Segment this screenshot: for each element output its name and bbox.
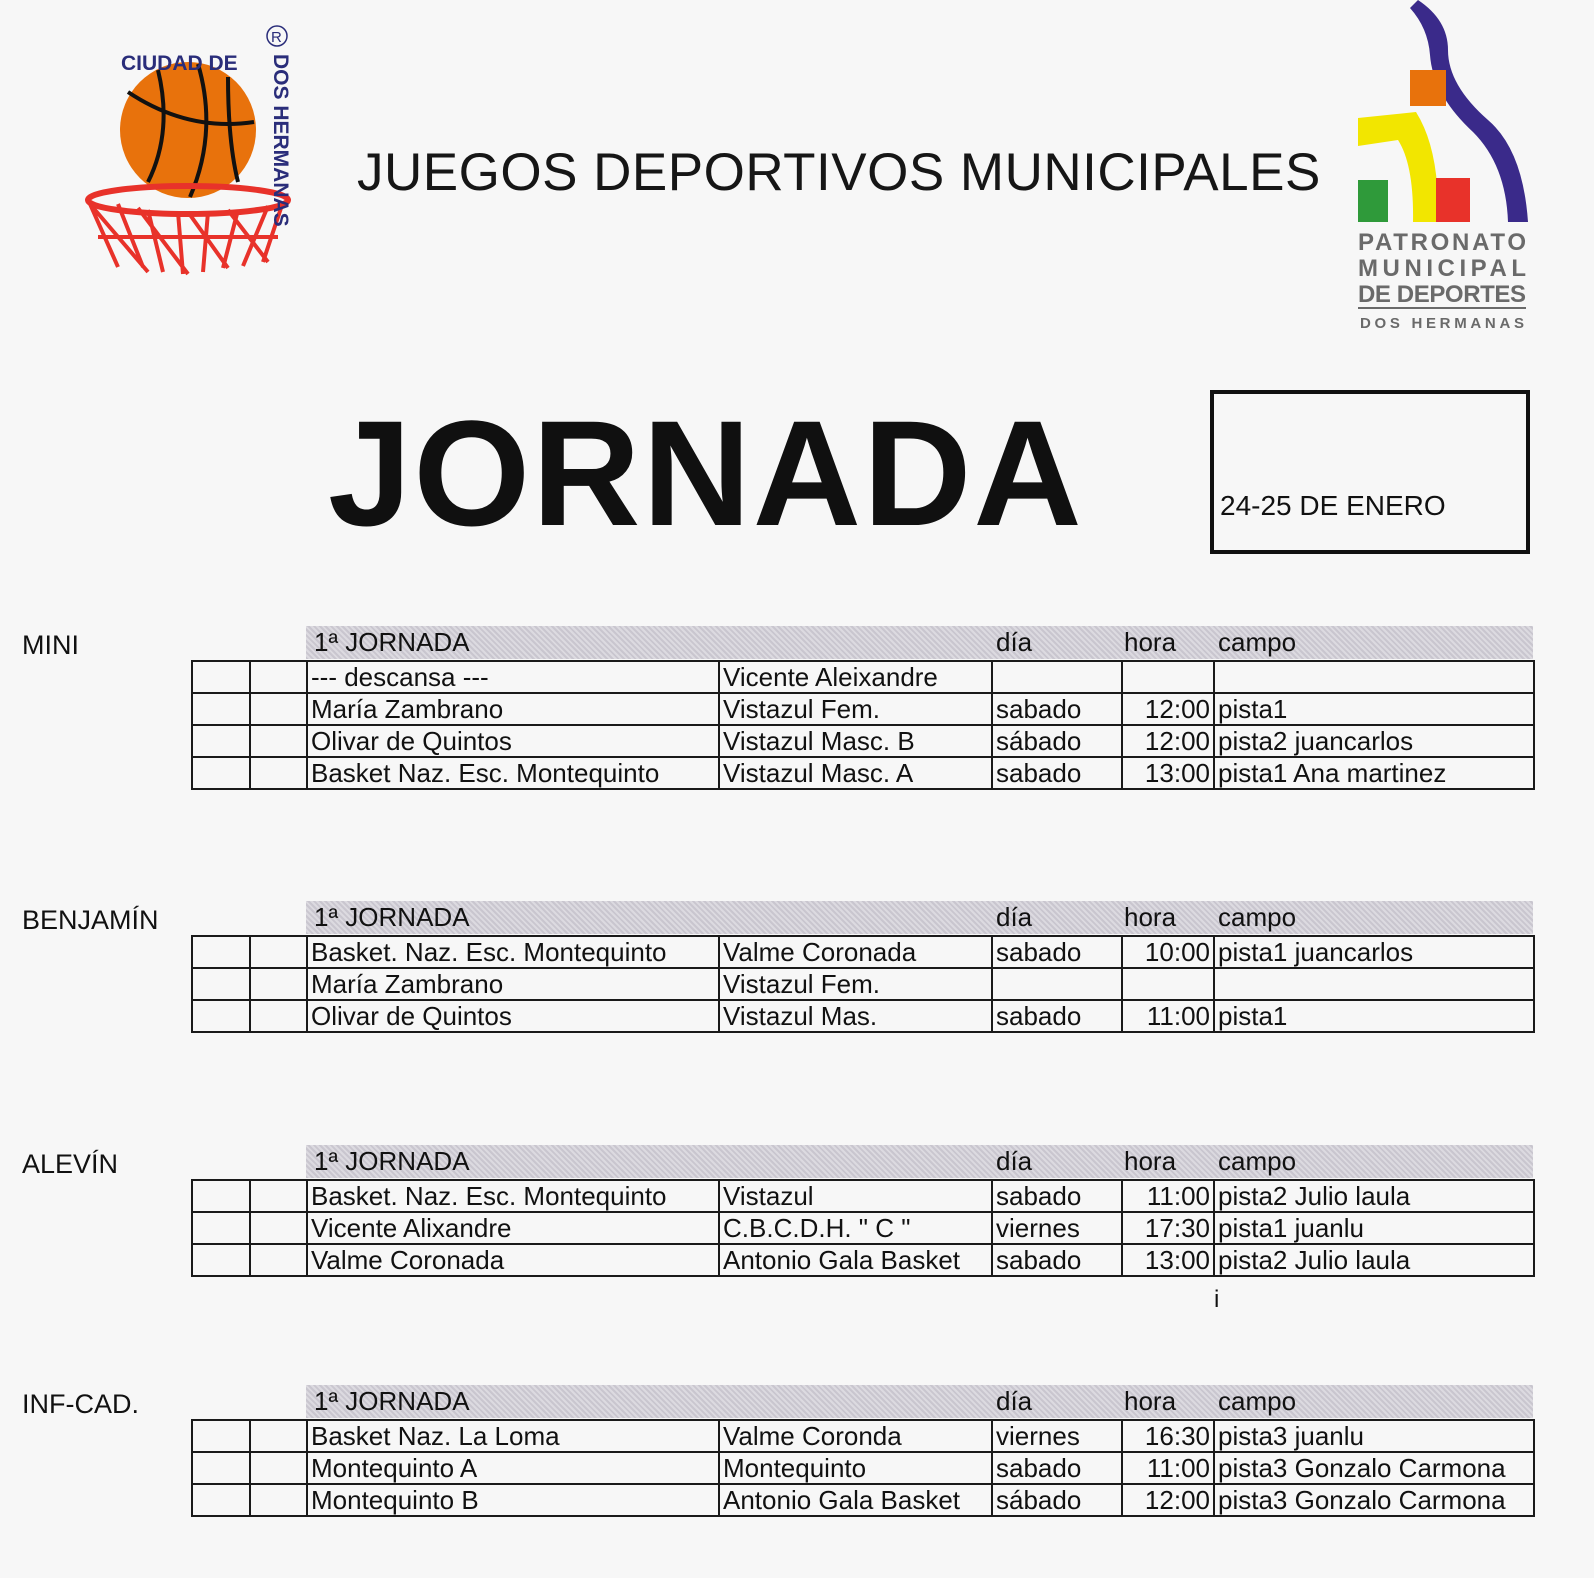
score-cell (192, 1244, 250, 1276)
match-time: 12:00 (1122, 725, 1214, 757)
patronato-logo (1358, 0, 1558, 340)
away-team: Vistazul Fem. (719, 693, 992, 725)
col-campo: campo (1218, 902, 1297, 932)
score-cell (192, 968, 250, 1000)
match-time: 13:00 (1122, 757, 1214, 789)
col-campo: campo (1218, 627, 1297, 657)
fixture-table-mini (191, 660, 1535, 790)
logo-right-line1: PATRONATO (1358, 229, 1526, 256)
fixture-table-benjamin (191, 935, 1535, 1033)
match-time (1122, 661, 1214, 693)
page-title: JUEGOS DEPORTIVOS MUNICIPALES (357, 143, 1321, 202)
home-team: Basket. Naz. Esc. Montequinto (307, 936, 719, 968)
score-cell (250, 757, 307, 789)
away-team: Vistazul Masc. A (719, 757, 992, 789)
col-dia: día (996, 1386, 1033, 1416)
match-venue: pista2 juancarlos (1214, 725, 1534, 757)
category-label: INF-CAD. (22, 1389, 139, 1419)
away-team: C.B.C.D.H. " C " (719, 1212, 992, 1244)
score-cell (192, 1212, 250, 1244)
away-team: Vistazul Fem. (719, 968, 992, 1000)
table-row (192, 1212, 1534, 1244)
match-day (992, 661, 1122, 693)
away-team: Vistazul Mas. (719, 1000, 992, 1032)
match-day: sabado (992, 1244, 1122, 1276)
home-team: María Zambrano (307, 693, 719, 725)
col-campo: campo (1218, 1386, 1297, 1416)
match-venue: pista1 (1214, 693, 1534, 725)
match-day: sabado (992, 1180, 1122, 1212)
table-row (192, 693, 1534, 725)
match-venue: pista2 Julio laula (1214, 1180, 1534, 1212)
away-team: Antonio Gala Basket (719, 1244, 992, 1276)
score-cell (250, 661, 307, 693)
table-row (192, 936, 1534, 968)
section-header (306, 1145, 1533, 1178)
score-cell (250, 936, 307, 968)
category-label: MINI (22, 630, 79, 660)
match-venue (1214, 661, 1534, 693)
match-day: sabado (992, 1452, 1122, 1484)
away-team: Vistazul (719, 1180, 992, 1212)
match-venue: pista1 juancarlos (1214, 936, 1534, 968)
match-venue: pista2 Julio laula (1214, 1244, 1534, 1276)
score-cell (192, 661, 250, 693)
jornada-date: 24-25 DE ENERO (1220, 490, 1446, 521)
match-day: sabado (992, 936, 1122, 968)
col-campo: campo (1218, 1146, 1297, 1176)
score-cell (192, 1484, 250, 1516)
registered-mark: R (271, 29, 282, 46)
fixture-table-inf-cad (191, 1419, 1535, 1517)
logo-left-line1: CIUDAD DE (121, 52, 238, 75)
col-dia: día (996, 902, 1033, 932)
table-row (192, 1180, 1534, 1212)
match-day: sabado (992, 693, 1122, 725)
col-dia: día (996, 627, 1033, 657)
round-label: 1ª JORNADA (314, 902, 470, 932)
score-cell (250, 1244, 307, 1276)
match-day: sábado (992, 725, 1122, 757)
logo-left-line2: DOS HERMANAS (269, 54, 292, 227)
score-cell (192, 1180, 250, 1212)
table-row (192, 661, 1534, 693)
match-venue: pista1 juanlu (1214, 1212, 1534, 1244)
match-time: 12:00 (1122, 693, 1214, 725)
fixture-table-alevin (191, 1179, 1535, 1277)
logo-right-line3: DE DEPORTES (1358, 281, 1526, 308)
table-row (192, 1000, 1534, 1032)
table-row (192, 725, 1534, 757)
table-row (192, 757, 1534, 789)
match-day: sábado (992, 1484, 1122, 1516)
match-day: viernes (992, 1212, 1122, 1244)
match-time: 12:00 (1122, 1484, 1214, 1516)
stray-mark: i (1214, 1286, 1220, 1313)
match-time: 11:00 (1122, 1000, 1214, 1032)
score-cell (192, 1420, 250, 1452)
home-team: Olivar de Quintos (307, 725, 719, 757)
match-time: 11:00 (1122, 1452, 1214, 1484)
score-cell (250, 1420, 307, 1452)
score-cell (250, 1212, 307, 1244)
section-header (306, 901, 1533, 934)
match-day (992, 968, 1122, 1000)
logo-right-line4: DOS HERMANAS (1360, 315, 1524, 332)
col-hora: hora (1124, 1386, 1177, 1416)
score-cell (250, 1180, 307, 1212)
table-row (192, 968, 1534, 1000)
match-time: 16:30 (1122, 1420, 1214, 1452)
col-dia: día (996, 1146, 1033, 1176)
away-team: Antonio Gala Basket (719, 1484, 992, 1516)
home-team: Montequinto B (307, 1484, 719, 1516)
round-label: 1ª JORNADA (314, 1386, 470, 1416)
patronato-emblem-icon (1358, 0, 1558, 340)
match-time: 17:30 (1122, 1212, 1214, 1244)
table-row (192, 1244, 1534, 1276)
match-venue: pista3 Gonzalo Carmona (1214, 1484, 1534, 1516)
category-label: BENJAMÍN (22, 905, 159, 935)
home-team: Basket. Naz. Esc. Montequinto (307, 1180, 719, 1212)
home-team: --- descansa --- (307, 661, 719, 693)
section-header (306, 626, 1533, 659)
home-team: Olivar de Quintos (307, 1000, 719, 1032)
match-day: sabado (992, 757, 1122, 789)
away-team: Valme Coronda (719, 1420, 992, 1452)
score-cell (250, 693, 307, 725)
away-team: Vistazul Masc. B (719, 725, 992, 757)
score-cell (250, 725, 307, 757)
round-label: 1ª JORNADA (314, 1146, 470, 1176)
match-time (1122, 968, 1214, 1000)
score-cell (192, 725, 250, 757)
score-cell (250, 1000, 307, 1032)
home-team: Vicente Alixandre (307, 1212, 719, 1244)
score-cell (250, 1484, 307, 1516)
away-team: Montequinto (719, 1452, 992, 1484)
jornada-heading: JORNADA (328, 389, 1084, 557)
col-hora: hora (1124, 1146, 1177, 1176)
score-cell (192, 757, 250, 789)
score-cell (192, 936, 250, 968)
match-venue: pista1 Ana martinez (1214, 757, 1534, 789)
table-row (192, 1484, 1534, 1516)
score-cell (250, 968, 307, 1000)
match-venue: pista3 juanlu (1214, 1420, 1534, 1452)
match-time: 10:00 (1122, 936, 1214, 968)
date-box (1210, 390, 1530, 554)
table-row (192, 1420, 1534, 1452)
home-team: Montequinto A (307, 1452, 719, 1484)
round-label: 1ª JORNADA (314, 627, 470, 657)
score-cell (192, 1000, 250, 1032)
match-time: 13:00 (1122, 1244, 1214, 1276)
match-venue (1214, 968, 1534, 1000)
category-label: ALEVÍN (22, 1149, 119, 1179)
match-day: viernes (992, 1420, 1122, 1452)
match-venue: pista1 (1214, 1000, 1534, 1032)
away-team: Valme Coronada (719, 936, 992, 968)
basketball-hoop-icon (78, 22, 308, 282)
score-cell (250, 1452, 307, 1484)
away-team: Vicente Aleixandre (719, 661, 992, 693)
home-team: Basket Naz. Esc. Montequinto (307, 757, 719, 789)
match-day: sabado (992, 1000, 1122, 1032)
home-team: María Zambrano (307, 968, 719, 1000)
col-hora: hora (1124, 902, 1177, 932)
score-cell (192, 1452, 250, 1484)
home-team: Basket Naz. La Loma (307, 1420, 719, 1452)
table-row (192, 1452, 1534, 1484)
score-cell (192, 693, 250, 725)
match-venue: pista3 Gonzalo Carmona (1214, 1452, 1534, 1484)
col-hora: hora (1124, 627, 1177, 657)
ciudad-dos-hermanas-logo (78, 22, 308, 282)
home-team: Valme Coronada (307, 1244, 719, 1276)
section-header (306, 1385, 1533, 1418)
match-time: 11:00 (1122, 1180, 1214, 1212)
logo-right-line2: MUNICIPAL (1358, 255, 1526, 282)
